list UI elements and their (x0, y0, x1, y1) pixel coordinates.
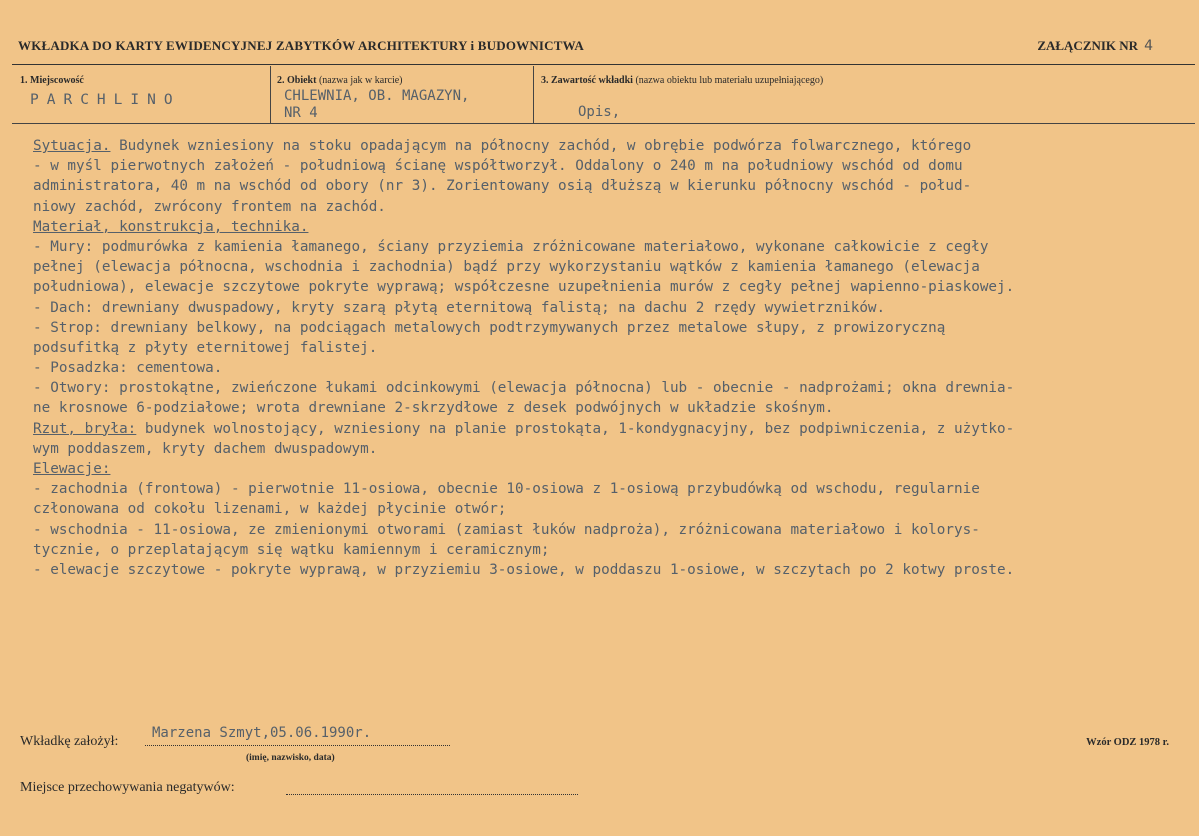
body-line (33, 479, 1193, 499)
body-line (33, 520, 1193, 540)
body-line-text: - Posadzka: cementowa. (33, 360, 223, 377)
object-label (277, 75, 403, 86)
body-line-text: - Otwory: prostokątne, zwieńczone łukami odcinkowymi (elewacja północna) lub - obecnie - nadprożami; okna drewnia- (33, 380, 1015, 397)
body-line-text: administratora, 40 m na wschód od obory (nr 3). Zorientowany osią dłuższą w kierunku północny wschód - połud- (33, 178, 972, 195)
body-line-text: pełnej (elewacja północna, wschodnia i zachodnia) bądź przy wykorzystaniu wątków z kamienia łamanego (elewacja (33, 259, 980, 276)
body-line-text: - wschodnia - 11-osiowa, ze zmienionymi otworami (zamiast łuków nadproża), zróżnicowana materiałowo i kolorys- (33, 521, 980, 538)
body-line (33, 499, 1193, 519)
body-line (33, 358, 1193, 378)
field-divider-2 (533, 66, 534, 123)
body-line (33, 338, 1193, 358)
author-label: Wkładkę założył: (20, 734, 119, 749)
contents-label-text: 3. Zawartość wkładki (541, 75, 633, 86)
section-heading: Rzut, bryła: (33, 420, 137, 437)
object-label-text: 2. Obiekt (277, 75, 317, 86)
object-value-line2: NR 4 (284, 105, 318, 121)
body-line-text: członowana od cokołu lizenami, w każdej płycinie otwór; (33, 501, 507, 518)
author-dotted-line (145, 745, 450, 746)
body-line (33, 378, 1193, 398)
body-line-text: - Dach: drewniany dwuspadowy, kryty szarą płytą eternitową falistą; na dachu 2 rzędy wywietrzników. (33, 299, 886, 316)
body-line-text: niowy zachód, zwrócony frontem na zachód. (33, 198, 386, 215)
body-line-text: - w myśl pierwotnych założeń - południową ścianę współtworzył. Oddalony o 240 m na południowy wschód od domu (33, 158, 963, 175)
annex-label-text: ZAŁĄCZNIK NR (1037, 38, 1139, 53)
fields-rule (12, 123, 1195, 124)
body-line (33, 176, 1193, 196)
body-line (33, 156, 1193, 176)
annex-number: 4 (1144, 38, 1153, 54)
contents-value: Opis, (578, 104, 621, 120)
body-line (33, 298, 1193, 318)
body-line (33, 277, 1193, 297)
author-value: Marzena Szmyt,05.06.1990r. (152, 725, 372, 741)
body-line-text: ne krosnowe 6-podziałowe; wrota drewniane 2-skrzydłowe z desek podwójnych w układzie skośnym. (33, 400, 834, 417)
body-line-text: tycznie, o przeplatającym się wątku kamiennym i ceramicznym; (33, 541, 550, 558)
annex-label (1037, 38, 1153, 54)
body-line-text: - elewacje szczytowe - pokryte wyprawą, w przyziemiu 3-osiowe, w poddaszu 1-osiowe, w szczytach po 2 kotwy proste. (33, 561, 1015, 578)
body-line (33, 459, 1193, 479)
section-heading: Sytuacja. (33, 138, 111, 154)
section-heading: Elewacje: (33, 461, 111, 477)
object-value (284, 88, 469, 122)
body-line-text: - Strop: drewniany belkowy, na podciągach metalowych podtrzymywanych przez metalowe słupy, z prowizoryczną (33, 319, 946, 336)
field-divider-1 (270, 66, 271, 123)
negatives-dotted-line (286, 794, 578, 795)
negatives-label: Miejsce przechowywania negatywów: (20, 780, 235, 795)
body-line-text: południowa), elewacje szczytowe pokryte wyprawą; współczesne uzupełnienia murów z cegły pełnej wapienno-piaskowej. (33, 279, 1015, 296)
body-line-text: - zachodnia (frontowa) - pierwotnie 11-osiowa, obecnie 10-osiowa z 1-osiową przybudówką od wschodu, regularnie (33, 481, 980, 498)
body-line (33, 257, 1193, 277)
body-line (33, 136, 1193, 156)
header-rule (12, 64, 1195, 65)
body-line (33, 540, 1193, 560)
contents-label-note: (nazwa obiektu lub materiału uzupełniającego) (635, 75, 824, 86)
body-line-text: podsufitką z płyty eternitowej falistej. (33, 339, 378, 356)
contents-label (541, 75, 823, 86)
body-line-text: Budynek wzniesiony na stoku opadającym na północny zachód, w obrębie podwórza folwarcznego, którego (110, 138, 972, 154)
form-title: WKŁADKA DO KARTY EWIDENCYJNEJ ZABYTKÓW ARCHITEKTURY i BUDOWNICTWA (18, 38, 584, 53)
place-label: 1. Miejscowość (20, 75, 84, 86)
description-body (33, 136, 1193, 580)
form-code: Wzór ODZ 1978 r. (1086, 737, 1169, 748)
body-line (33, 197, 1193, 217)
object-value-line1: CHLEWNIA, OB. MAGAZYN, (284, 88, 470, 104)
body-line-text: wym poddaszem, kryty dachem dwuspadowym. (33, 440, 378, 457)
body-line (33, 237, 1193, 257)
section-heading: Materiał, konstrukcja, technika. (33, 218, 309, 235)
body-line (33, 318, 1193, 338)
body-line-text: budynek wolnostojący, wzniesiony na planie prostokąta, 1-kondygnacyjny, bez podpiwniczenia, z użytko- (136, 420, 1015, 437)
body-line (33, 398, 1193, 418)
body-line (33, 217, 1193, 237)
body-line-text: - Mury: podmurówka z kamienia łamanego, ściany przyziemia zróżnicowane materiałowo, wykonane całkowicie z cegły (33, 238, 989, 255)
body-line (33, 439, 1193, 459)
body-line (33, 560, 1193, 580)
place-value: PARCHLINO (30, 92, 181, 108)
body-line (33, 419, 1193, 439)
author-caption: (imię, nazwisko, data) (246, 753, 335, 763)
object-label-note: (nazwa jak w karcie) (318, 75, 403, 86)
